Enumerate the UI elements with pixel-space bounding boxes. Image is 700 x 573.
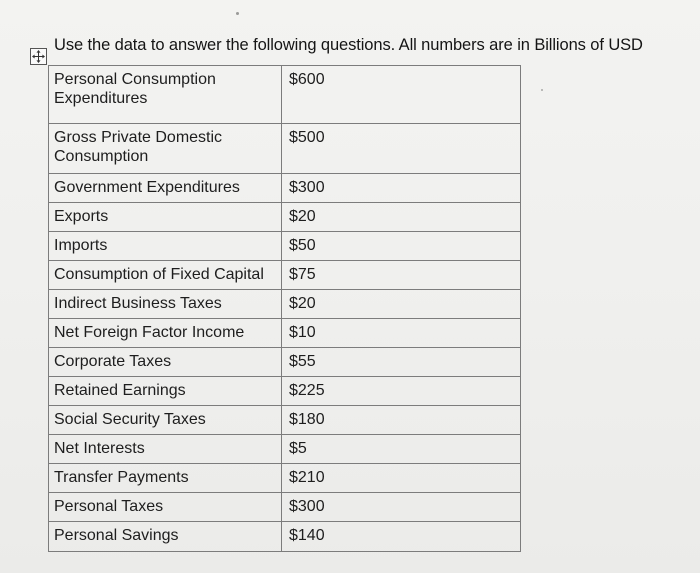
move-arrows-icon bbox=[32, 50, 45, 63]
row-value: $55 bbox=[282, 348, 521, 377]
row-value: $500 bbox=[282, 124, 521, 174]
question-prompt: Use the data to answer the following questions. All numbers are in Billions of USD bbox=[54, 36, 643, 54]
table-row bbox=[49, 66, 521, 124]
row-value: $75 bbox=[282, 261, 521, 290]
row-value: $210 bbox=[282, 464, 521, 493]
row-label: Personal Consumption Expenditures bbox=[49, 66, 282, 124]
row-label: Imports bbox=[49, 232, 282, 261]
row-value: $5 bbox=[282, 435, 521, 464]
table-row bbox=[49, 377, 521, 406]
row-value: $10 bbox=[282, 319, 521, 348]
row-label: Consumption of Fixed Capital bbox=[49, 261, 282, 290]
table-row bbox=[49, 435, 521, 464]
row-value: $140 bbox=[282, 522, 521, 552]
table-row bbox=[49, 464, 521, 493]
table-row bbox=[49, 319, 521, 348]
row-value: $180 bbox=[282, 406, 521, 435]
background-speck bbox=[236, 12, 239, 15]
row-label: Indirect Business Taxes bbox=[49, 290, 282, 319]
table-row bbox=[49, 232, 521, 261]
table-row bbox=[49, 290, 521, 319]
row-label: Transfer Payments bbox=[49, 464, 282, 493]
row-value: $20 bbox=[282, 290, 521, 319]
row-label: Net Interests bbox=[49, 435, 282, 464]
row-label: Personal Savings bbox=[49, 522, 282, 552]
row-label: Corporate Taxes bbox=[49, 348, 282, 377]
row-label: Exports bbox=[49, 203, 282, 232]
table-row bbox=[49, 124, 521, 174]
background-speck bbox=[541, 89, 543, 91]
table-row bbox=[49, 348, 521, 377]
table-row bbox=[49, 493, 521, 522]
row-label: Personal Taxes bbox=[49, 493, 282, 522]
data-table bbox=[48, 65, 521, 552]
row-value: $20 bbox=[282, 203, 521, 232]
table-row bbox=[49, 406, 521, 435]
table-row bbox=[49, 203, 521, 232]
row-label: Net Foreign Factor Income bbox=[49, 319, 282, 348]
row-label: Social Security Taxes bbox=[49, 406, 282, 435]
row-label: Retained Earnings bbox=[49, 377, 282, 406]
table-row bbox=[49, 174, 521, 203]
row-label: Government Expenditures bbox=[49, 174, 282, 203]
row-value: $50 bbox=[282, 232, 521, 261]
row-value: $300 bbox=[282, 493, 521, 522]
row-value: $300 bbox=[282, 174, 521, 203]
table-row bbox=[49, 261, 521, 290]
table-row bbox=[49, 522, 521, 552]
row-value: $225 bbox=[282, 377, 521, 406]
table-move-handle[interactable] bbox=[30, 48, 47, 65]
row-label: Gross Private Domestic Consumption bbox=[49, 124, 282, 174]
row-value: $600 bbox=[282, 66, 521, 124]
